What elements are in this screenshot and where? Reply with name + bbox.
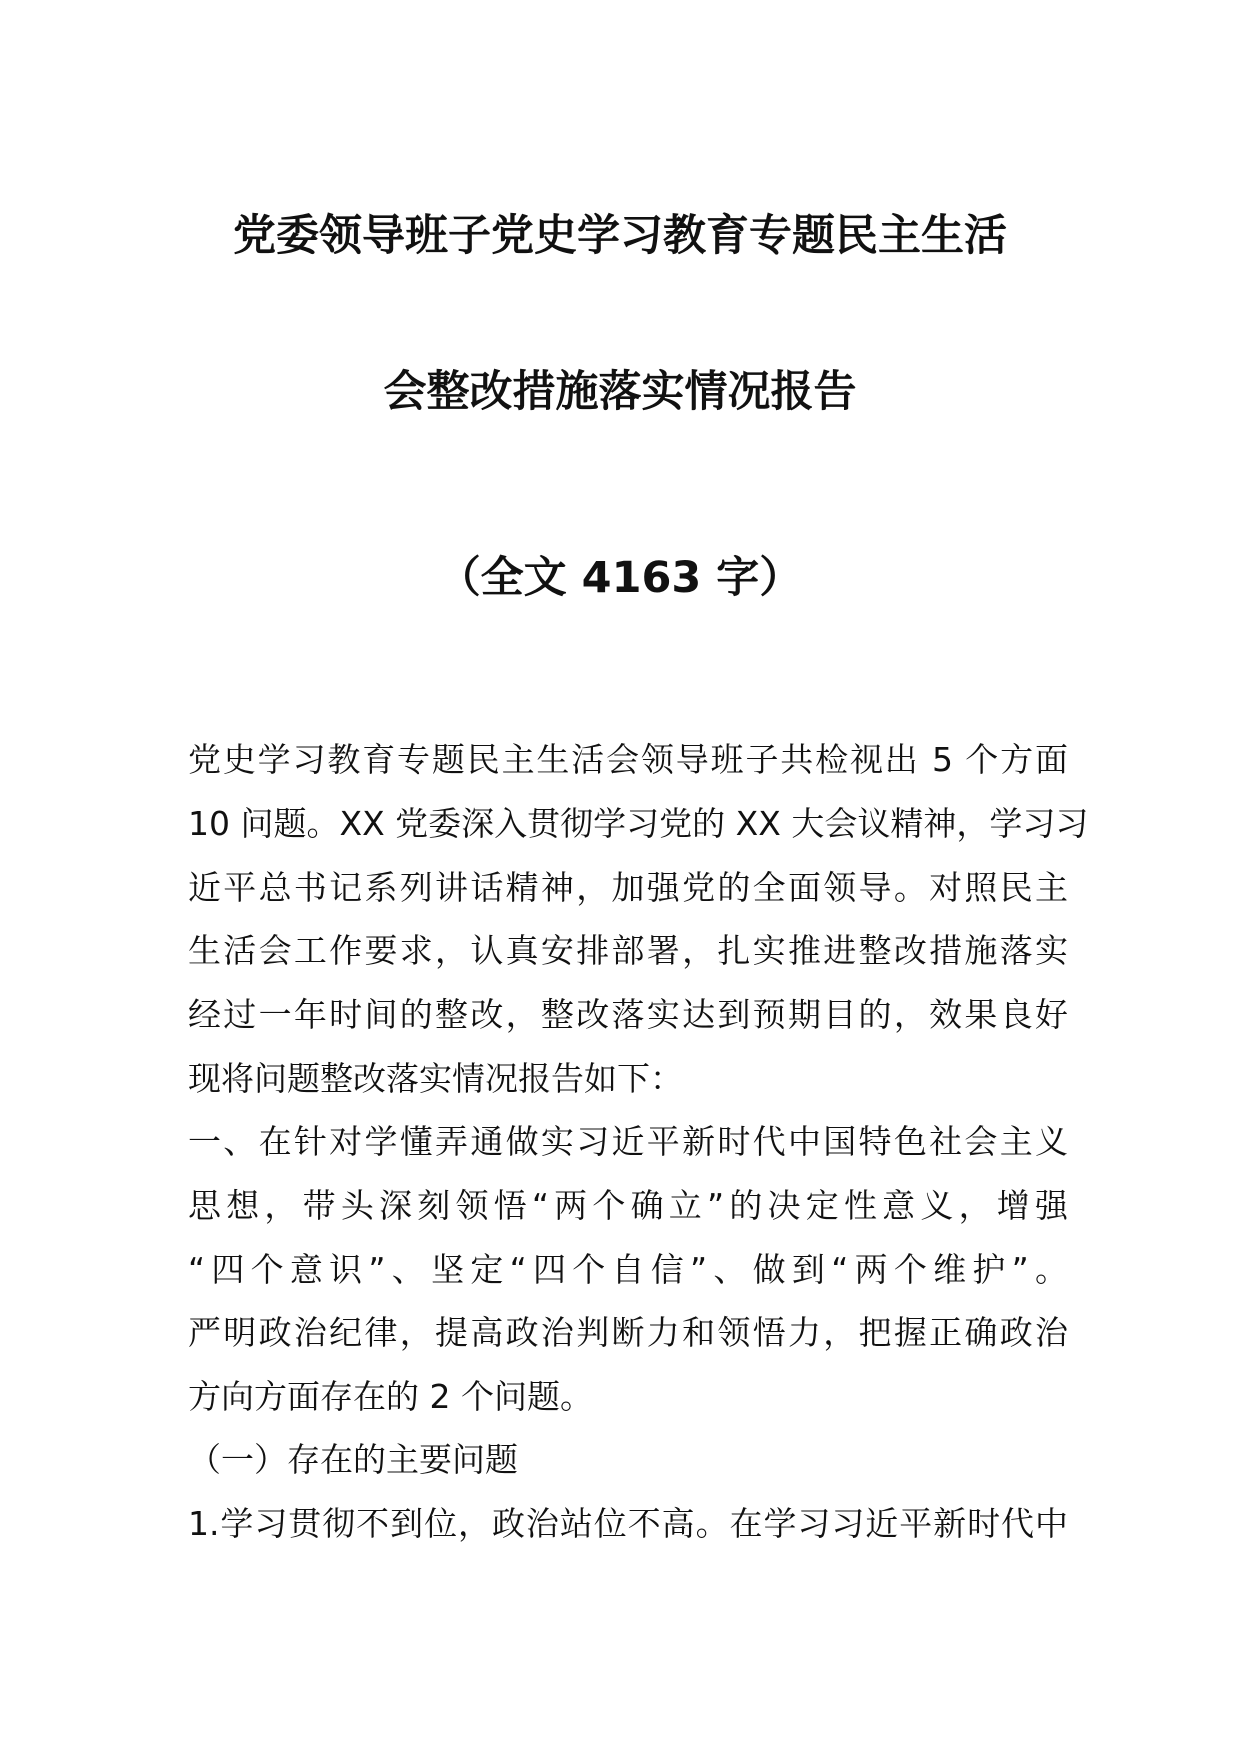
- document-title-line-1: 党委领导班子党史学习教育专题民主生活: [233, 211, 1007, 261]
- body-line-2: 10 问题。XX 党委深入贯彻学习党的 XX 大会议精神，学习习: [188, 804, 1089, 843]
- body-line-11: 方向方面存在的 2 个问题。: [188, 1377, 593, 1416]
- body-line-6: 现将问题整改落实情况报告如下：: [188, 1059, 683, 1098]
- body-line-3: 近平总书记系列讲话精神，加强党的全面领导。对照民主: [188, 868, 1068, 907]
- body-line-10: 严明政治纪律，提高政治判断力和领悟力，把握正确政治: [188, 1313, 1068, 1352]
- body-line-13: 1.学习贯彻不到位，政治站位不高。在学习习近平新时代中: [188, 1504, 1068, 1543]
- document-title-line-2: 会整改措施落实情况报告: [383, 367, 857, 417]
- body-line-8: 思想，带头深刻领悟“两个确立”的决定性意义，增强: [188, 1186, 1068, 1225]
- body-line-5: 经过一年时间的整改，整改落实达到预期目的，效果良好: [188, 995, 1068, 1034]
- body-line-7: 一、在针对学懂弄通做实习近平新时代中国特色社会主义: [188, 1122, 1068, 1161]
- body-line-9: “四个意识”、坚定“四个自信”、做到“两个维护”。: [188, 1250, 1068, 1289]
- body-line-4: 生活会工作要求，认真安排部署，扎实推进整改措施落实: [188, 931, 1068, 970]
- section-heading: （一）存在的主要问题: [188, 1440, 518, 1479]
- body-line-1: 党史学习教育专题民主生活会领导班子共检视出 5 个方面: [188, 740, 1068, 779]
- word-count-note: （全文 4163 字）: [437, 553, 803, 603]
